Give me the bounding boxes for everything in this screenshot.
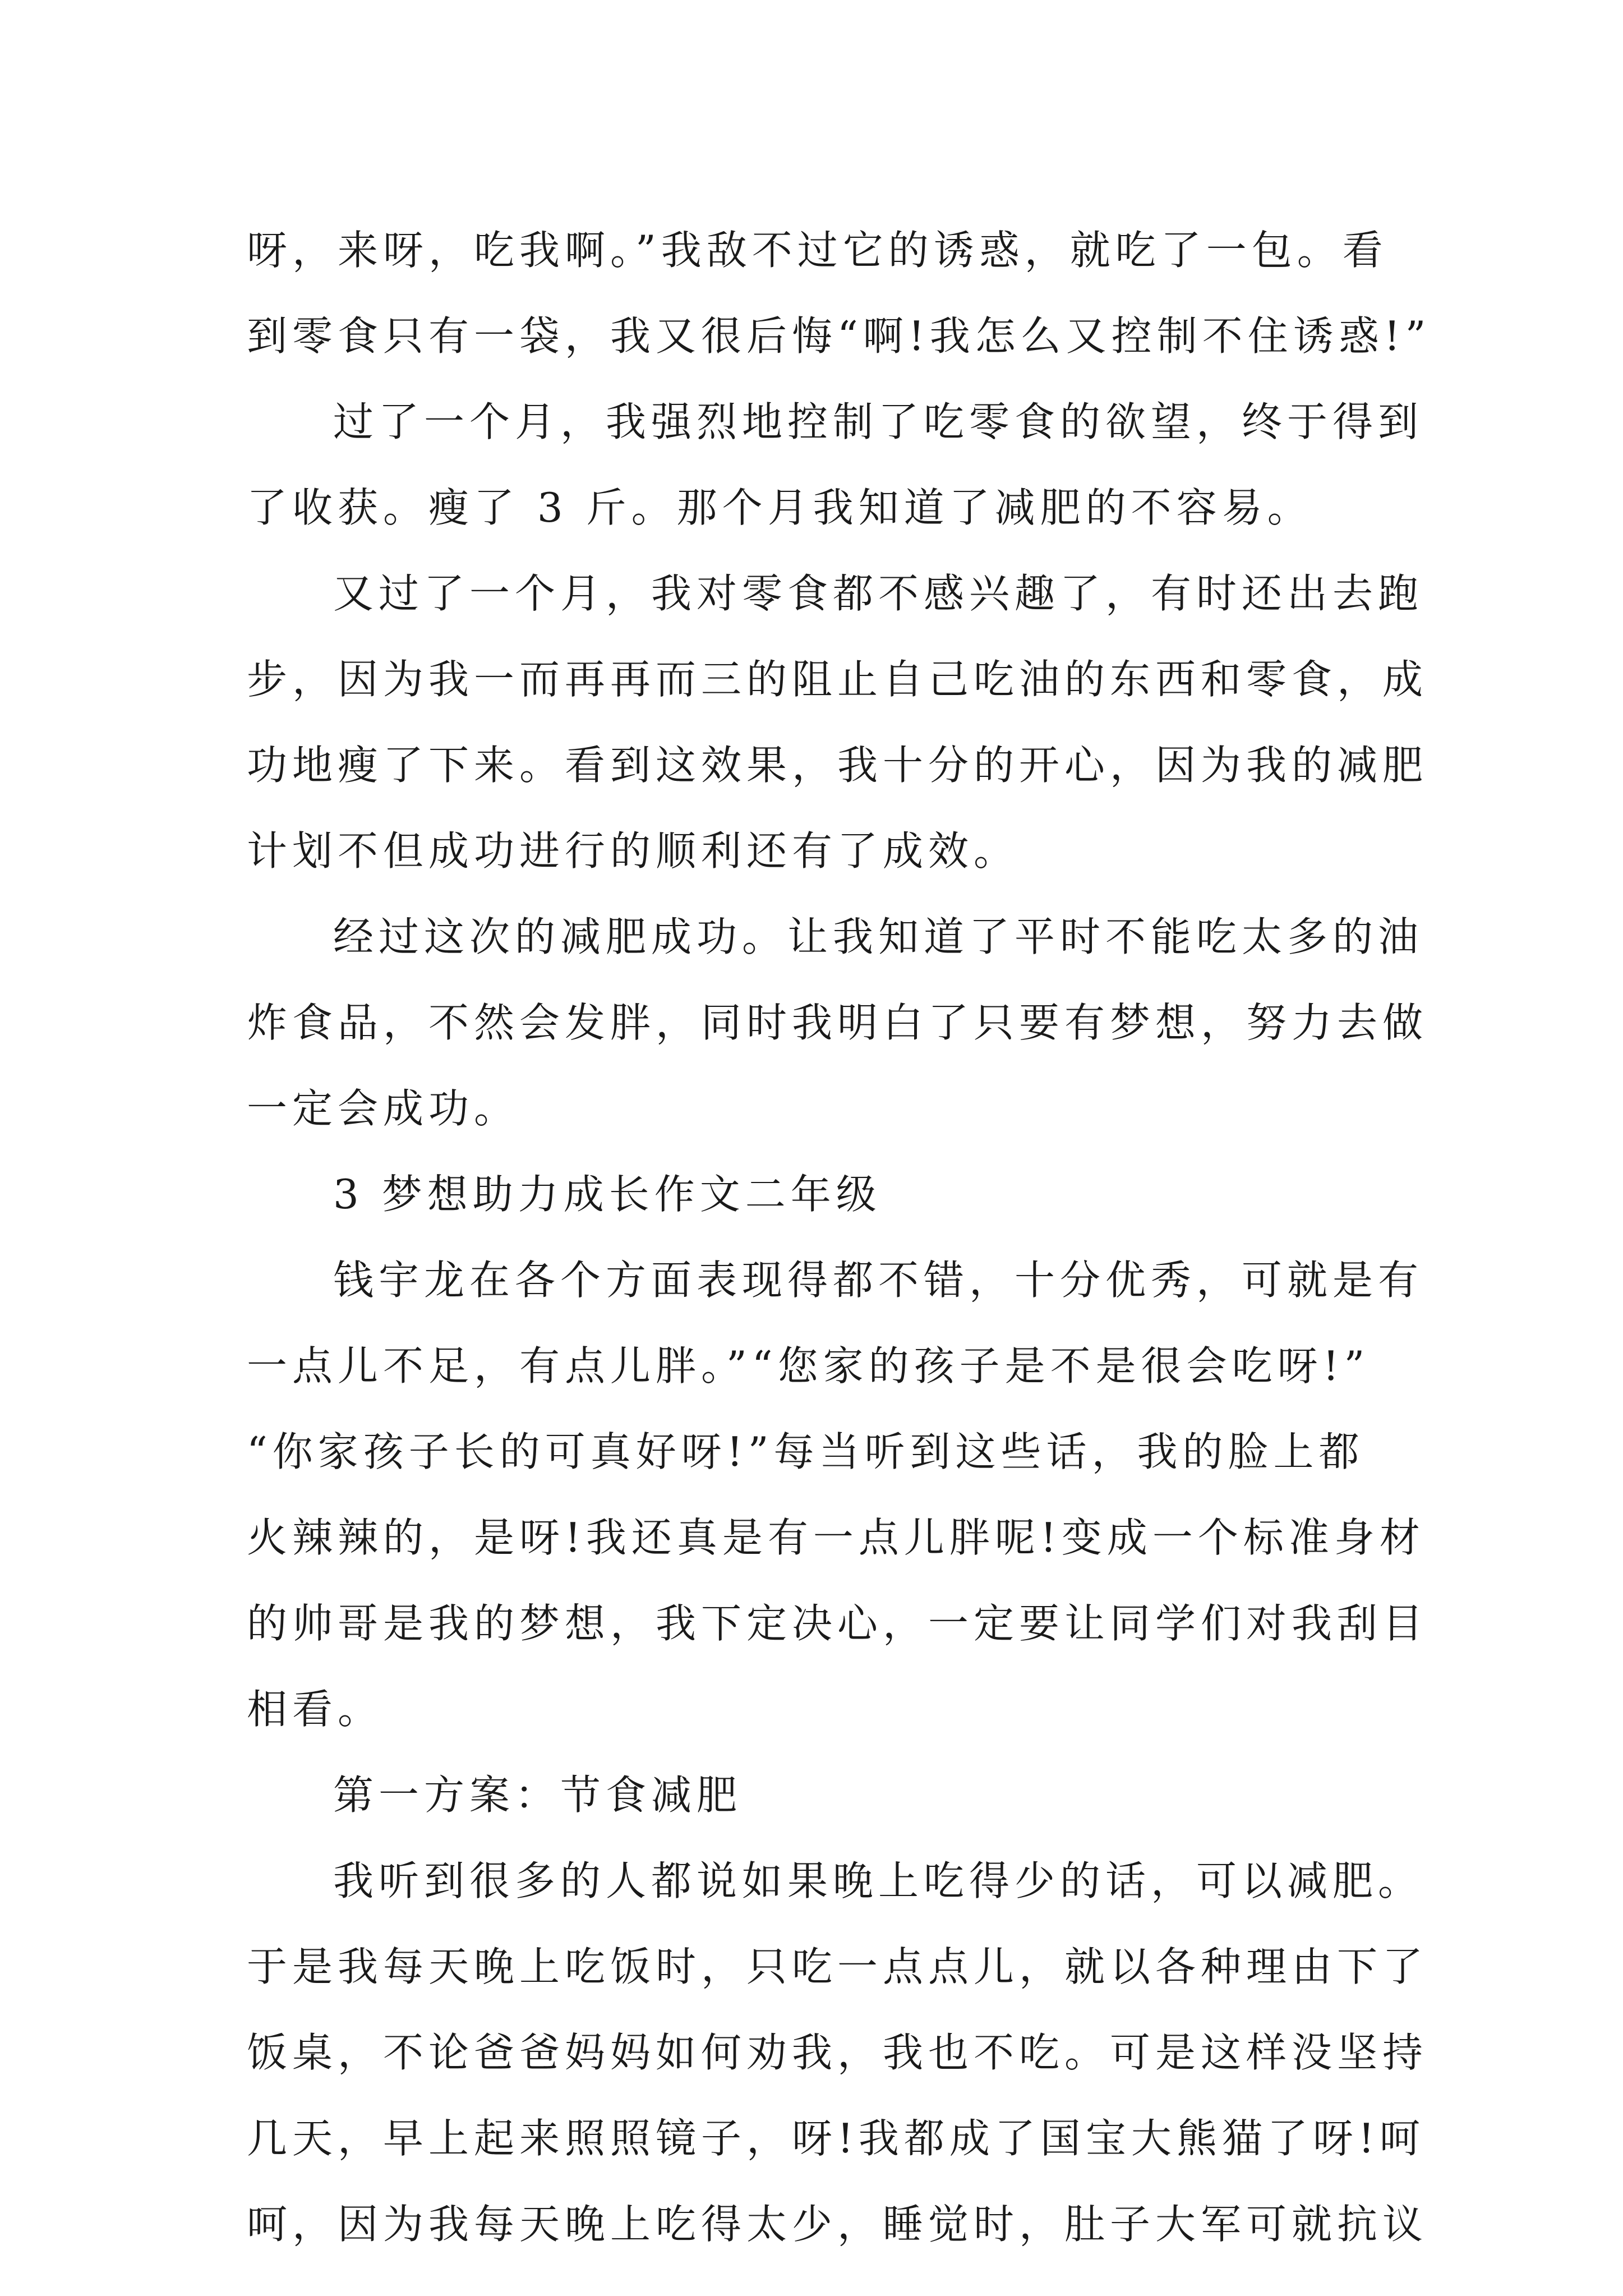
text-line: 我听到很多的人都说如果晚上吃得少的话，可以减肥。 — [333, 1857, 1424, 1904]
text-line: 几天，早上起来照照镜子，呀!我都成了国宝大熊猫了呀!呵 — [247, 2115, 1425, 2162]
text-line: 于是我每天晚上吃饭时，只吃一点点儿，就以各种理由下了 — [247, 1943, 1428, 1990]
text-line: 火辣辣的，是呀!我还真是有一点儿胖呢!变成一个标准身材 — [247, 1514, 1425, 1561]
text-line: 饭桌，不论爸爸妈妈如何劝我，我也不吃。可是这样没坚持 — [247, 2029, 1428, 2076]
text-line: 钱宇龙在各个方面表现得都不错，十分优秀，可就是有 — [333, 1257, 1424, 1304]
text-line: 的帅哥是我的梦想，我下定决心，一定要让同学们对我刮目 — [247, 1600, 1428, 1647]
text-line: 过了一个月，我强烈地控制了吃零食的欲望，终于得到 — [333, 398, 1424, 445]
text-line: 相看。 — [247, 1686, 384, 1733]
text-line: 经过这次的减肥成功。让我知道了平时不能吃太多的油 — [333, 913, 1424, 960]
text-line: 了收获。瘦了 3 斤。那个月我知道了减肥的不容易。 — [247, 484, 1313, 531]
text-line: 炸食品，不然会发胖，同时我明白了只要有梦想，努力去做 — [247, 999, 1428, 1046]
text-line: 呀，来呀，吃我啊。”我敌不过它的诱惑，就吃了一包。看 — [247, 227, 1388, 274]
text-line: 又过了一个月，我对零食都不感兴趣了，有时还出去跑 — [333, 570, 1424, 617]
text-line: 一点儿不足，有点儿胖。”“您家的孩子是不是很会吃呀!” — [247, 1342, 1370, 1389]
text-line: 到零食只有一袋，我又很后悔“啊!我怎么又控制不住诱惑!” — [247, 312, 1431, 360]
text-line: 呵，因为我每天晚上吃得太少，睡觉时，肚子大军可就抗议 — [247, 2201, 1428, 2248]
text-line: 一定会成功。 — [247, 1085, 520, 1132]
text-line: “你家孩子长的可真好呀!”每当听到这些话，我的脸上都 — [247, 1428, 1364, 1475]
section-heading: 3 梦想助力成长作文二年级 — [333, 1171, 882, 1218]
text-line: 功地瘦了下来。看到这效果，我十分的开心，因为我的减肥 — [247, 742, 1428, 789]
text-line: 步，因为我一而再再而三的阻止自己吃油的东西和零食，成 — [247, 656, 1428, 703]
text-line: 计划不但成功进行的顺利还有了成效。 — [247, 827, 1020, 875]
subheading: 第一方案：节食减肥 — [333, 1772, 743, 1819]
document-body — [247, 208, 1431, 2267]
